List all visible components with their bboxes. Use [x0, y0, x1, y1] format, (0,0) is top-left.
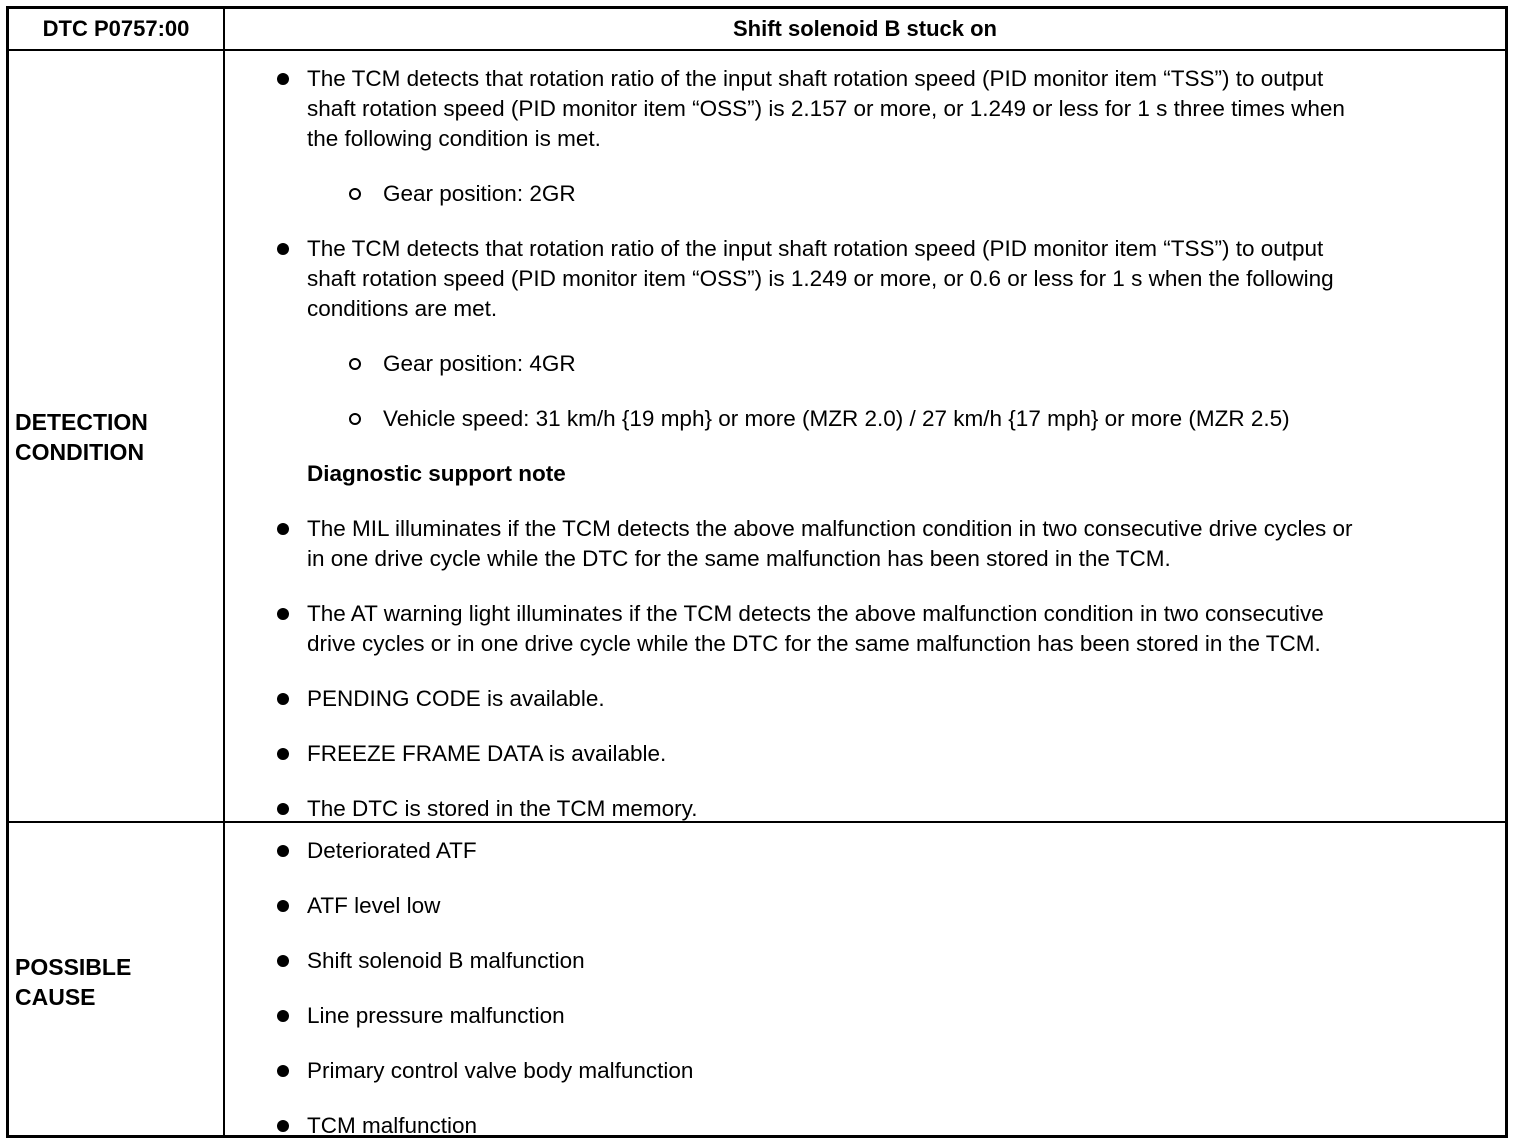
list-item: FREEZE FRAME DATA is available. [307, 739, 1485, 769]
sub-list-item: Gear position: 4GR [383, 349, 1485, 379]
label-line: CAUSE [15, 984, 96, 1010]
list-item: ATF level low [307, 891, 1485, 921]
sub-list-item: Vehicle speed: 31 km/h {19 mph} or more (MZR 2.0) / 27 km/h {17 mph} or more (MZR 2.5) [383, 404, 1485, 434]
column-divider [223, 9, 225, 1135]
detection-condition-label [15, 407, 215, 467]
list-item: The MIL illuminates if the TCM detects the above malfunction condition in two consecutive drive cycles or in one drive cycle while the DTC for the same malfunction has been stored in the TCM. [307, 514, 1485, 574]
row-divider-header [9, 49, 1505, 51]
list-item: The TCM detects that rotation ratio of the input shaft rotation speed (PID monitor item “TSS”) to output shaft rotation speed (PID monitor item “OSS”) is 2.157 or more, or 1.249 or less for 1 s three times when the following condition is met. [307, 64, 1485, 154]
list-item: The AT warning light illuminates if the TCM detects the above malfunction condition in two consecutive drive cycles or in one drive cycle while the DTC for the same malfunction has been stored in the TCM. [307, 599, 1485, 659]
list-item: Deteriorated ATF [307, 836, 1485, 866]
list-item: TCM malfunction [307, 1111, 1485, 1141]
sub-list-item: Gear position: 2GR [383, 179, 1485, 209]
list-item: The TCM detects that rotation ratio of the input shaft rotation speed (PID monitor item “TSS”) to output shaft rotation speed (PID monitor item “OSS”) is 1.249 or more, or 0.6 or less for 1 s when the following conditions are met. [307, 234, 1485, 324]
list-item: Shift solenoid B malfunction [307, 946, 1485, 976]
label-line: POSSIBLE [15, 954, 132, 980]
list-item: PENDING CODE is available. [307, 684, 1485, 714]
dtc-code: DTC P0757:00 [42, 16, 190, 41]
possible-cause-label [15, 952, 215, 1012]
label-line: DETECTION [15, 409, 148, 435]
diagnostic-note-heading: Diagnostic support note [307, 461, 566, 486]
list-item: The DTC is stored in the TCM memory. [307, 794, 1485, 824]
list-item: Line pressure malfunction [307, 1001, 1485, 1031]
dtc-table [6, 6, 1508, 1138]
dtc-title: Shift solenoid B stuck on [732, 16, 997, 41]
label-line: CONDITION [15, 439, 145, 465]
list-item: Primary control valve body malfunction [307, 1056, 1485, 1086]
